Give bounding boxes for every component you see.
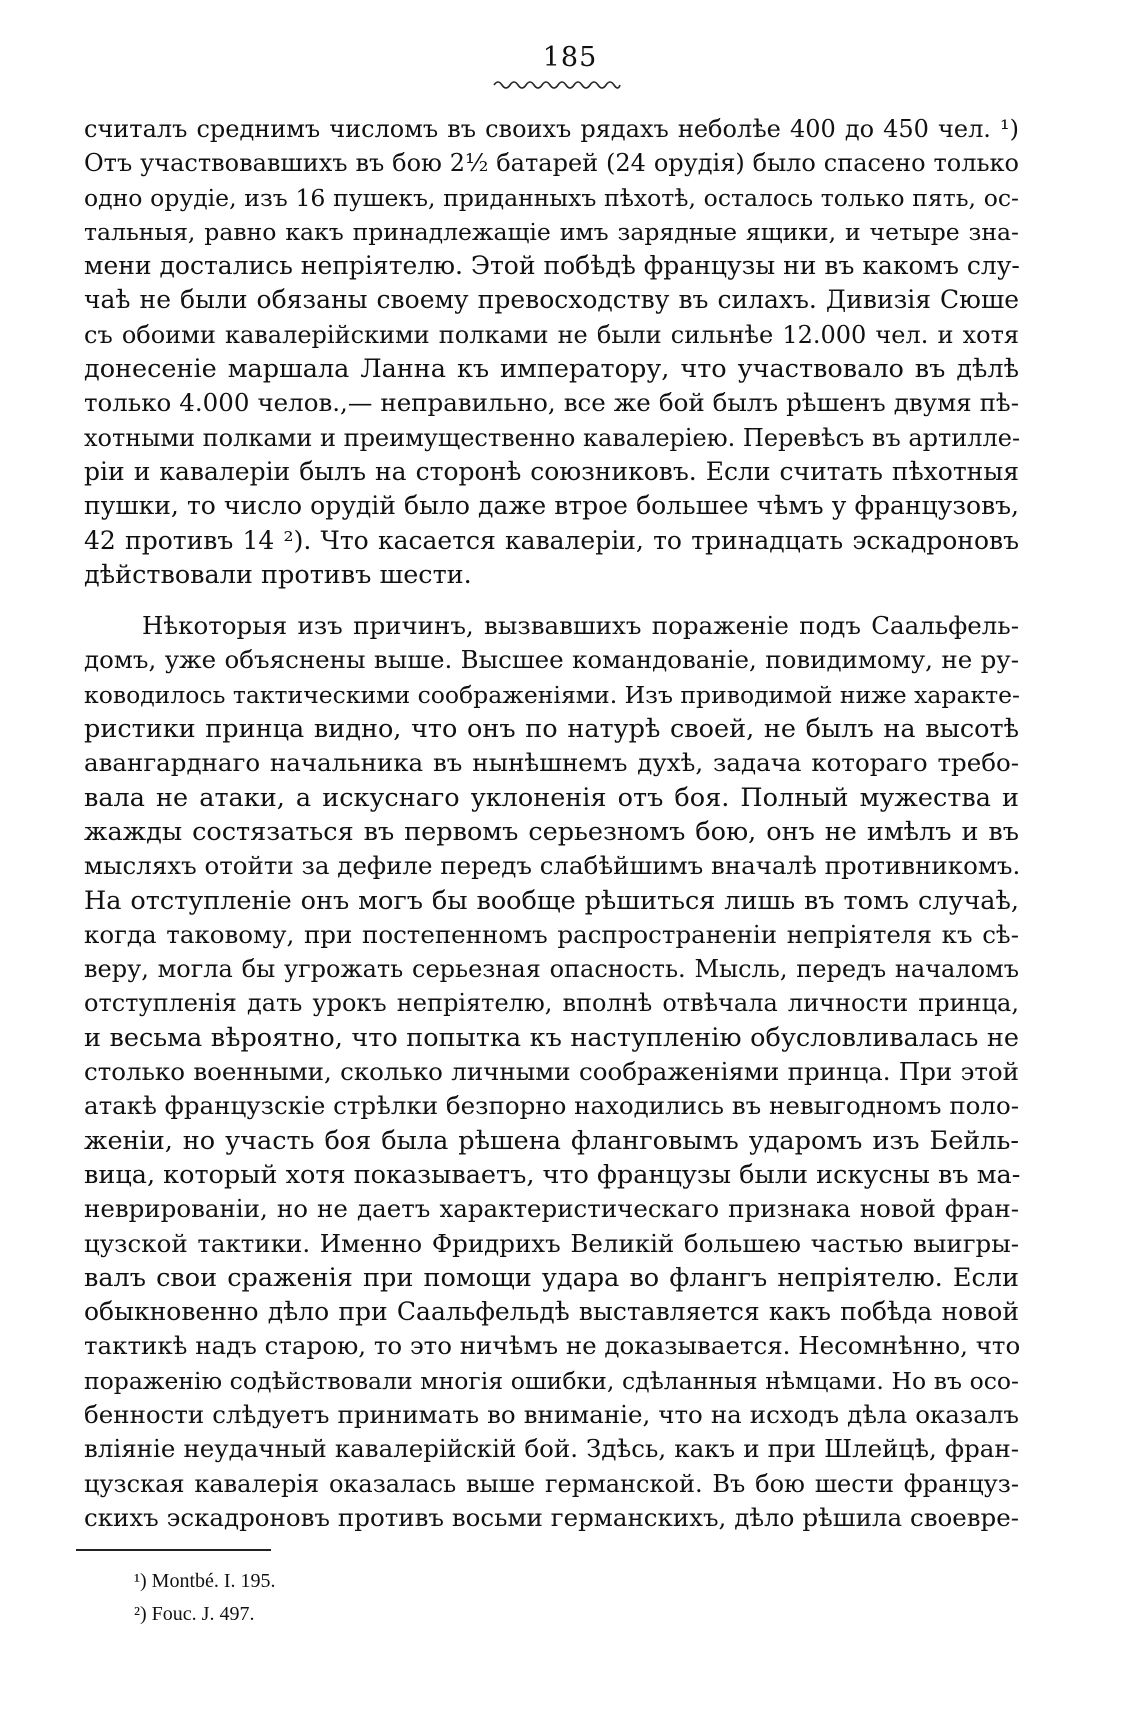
footnote: ¹) Montbé. I. 195. [134, 1570, 276, 1592]
text-line: тактикѣ надъ старою, то это ничѣмъ не доказывается. Несомнѣнно, что [84, 1331, 1021, 1361]
text-line: женіи, но участь боя была рѣшена фланговымъ ударомъ изъ Бейль- [84, 1125, 1019, 1156]
footnote: ²) Fouc. J. 497. [134, 1603, 255, 1625]
text-line: вала не атаки, а искуснаго уклоненія отъ боя. Полный мужества и [84, 782, 1019, 813]
paragraph [84, 609, 1019, 1535]
text-line: пушки, то число орудій было даже втрое большее чѣмъ у французовъ, [84, 491, 1019, 521]
text-line: отступленія дать урокъ непріятелю, вполнѣ отвѣчала личности принца, [84, 989, 1019, 1018]
text-line: ристики принца видно, что онъ по натурѣ своей, не былъ на высотѣ [84, 714, 1019, 745]
text-line: ріи и кавалеріи былъ на сторонѣ союзниковъ. Если считать пѣхотныя [84, 456, 1019, 486]
text-line: вліяніе неудачный кавалерійскій бой. Здѣсь, какъ и при Шлейцѣ, фран- [84, 1434, 1019, 1464]
ornament-wavy-rule [492, 78, 622, 92]
text-line: веру, могла бы угрожать серьезная опасность. Мысль, передъ началомъ [84, 955, 1019, 984]
text-line: и весьма вѣроятно, что попытка къ наступленію обусловливалась не [84, 1022, 1019, 1053]
text-line: Нѣкоторыя изъ причинъ, вызвавшихъ пораженіе подъ Саальфель- [142, 611, 1019, 641]
text-line: чаѣ не были обязаны своему превосходству въ силахъ. Дивизія Сюше [84, 285, 1019, 315]
text-line: Отъ участвовавшихъ въ бою 2½ батарей (24 орудія) было спасено только [84, 149, 1019, 178]
page-number: 185 [542, 42, 598, 73]
text-line: столько военными, сколько личными соображеніями принца. При этой [84, 1057, 1019, 1087]
text-line: мысляхъ отойти за дефиле передъ слабѣйшимъ вначалѣ противникомъ. [84, 851, 1021, 881]
text-line: цузской тактики. Именно Фридрихъ Великій большею частью выигры- [84, 1228, 1019, 1258]
text-line: На отступленіе онъ могъ бы вообще рѣшиться лишь въ томъ случаѣ, [84, 885, 1019, 916]
footnote-divider [76, 1549, 271, 1551]
text-line: неврированіи, но не даетъ характеристическаго признака новой фран- [84, 1194, 1019, 1224]
text-line: пораженію содѣйствовали многія ошибки, сдѣланныя нѣмцами. Но въ осо- [84, 1366, 1019, 1395]
text-line: ководилось тактическими соображеніями. Изъ приводимой ниже характе- [84, 680, 1020, 709]
text-line: донесеніе маршала Ланна къ императору, что участвовало въ дѣлѣ [84, 354, 1019, 385]
text-line: считалъ среднимъ числомъ въ своихъ рядахъ неболѣе 400 до 450 чел. ¹) [84, 115, 1019, 143]
text-line: когда таковому, при постепенномъ распространеніи непріятеля къ сѣ- [84, 919, 1019, 949]
text-line: обыкновенно дѣло при Саальфельдѣ выставляется какъ побѣда новой [84, 1297, 1019, 1327]
text-line: домъ, уже объяснены выше. Высшее командованіе, повидимому, не ру- [84, 645, 1019, 675]
text-line: цузская кавалерія оказалась выше германской. Въ бою шести француз- [84, 1469, 1019, 1498]
text-line: хотными полками и преимущественно кавалеріею. Перевѣсъ въ артилле- [84, 423, 1021, 452]
footnotes [134, 1565, 734, 1631]
paragraph [84, 112, 1019, 592]
text-line: дѣйствовали противъ шести. [84, 559, 472, 590]
text-line: тальныя, равно какъ принадлежащіе имъ зарядные ящики, и четыре зна- [84, 217, 1019, 246]
text-line: скихъ эскадроновъ противъ восьми германскихъ, дѣло рѣшила своевре- [84, 1502, 1019, 1532]
text-line: 42 противъ 14 ²). Что касается кавалеріи, то тринадцать эскадроновъ [84, 525, 1019, 555]
text-line: одно орудіе, изъ 16 пушекъ, приданныхъ пѣхотѣ, осталось только пять, ос- [84, 183, 1019, 212]
text-line: мени достались непріятелю. Этой побѣдѣ французы ни въ какомъ слу- [84, 251, 1020, 281]
text-line: бенности слѣдуетъ принимать во вниманіе, что на исходъ дѣла оказалъ [84, 1399, 1019, 1429]
text-line: вица, который хотя показываетъ, что французы были искусны въ ма- [84, 1159, 1021, 1190]
text-line: авангарднаго начальника въ нынѣшнемъ духѣ, задача котораго требо- [84, 748, 1019, 778]
text-line: валъ свои сраженія при помощи удара во флангъ непріятелю. Если [84, 1262, 1019, 1293]
text-line: только 4.000 челов.,— неправильно, все же бой былъ рѣшенъ двумя пѣ- [84, 388, 1019, 418]
body-text [84, 112, 1019, 1535]
text-line: жажды состязаться въ первомъ серьезномъ бою, онъ не имѣлъ и въ [84, 816, 1019, 847]
text-line: атакѣ французскіе стрѣлки безпорно находились въ невыгодномъ поло- [84, 1091, 1019, 1121]
text-line: съ обоими кавалерійскими полками не были сильнѣе 12.000 чел. и хотя [84, 320, 1019, 349]
